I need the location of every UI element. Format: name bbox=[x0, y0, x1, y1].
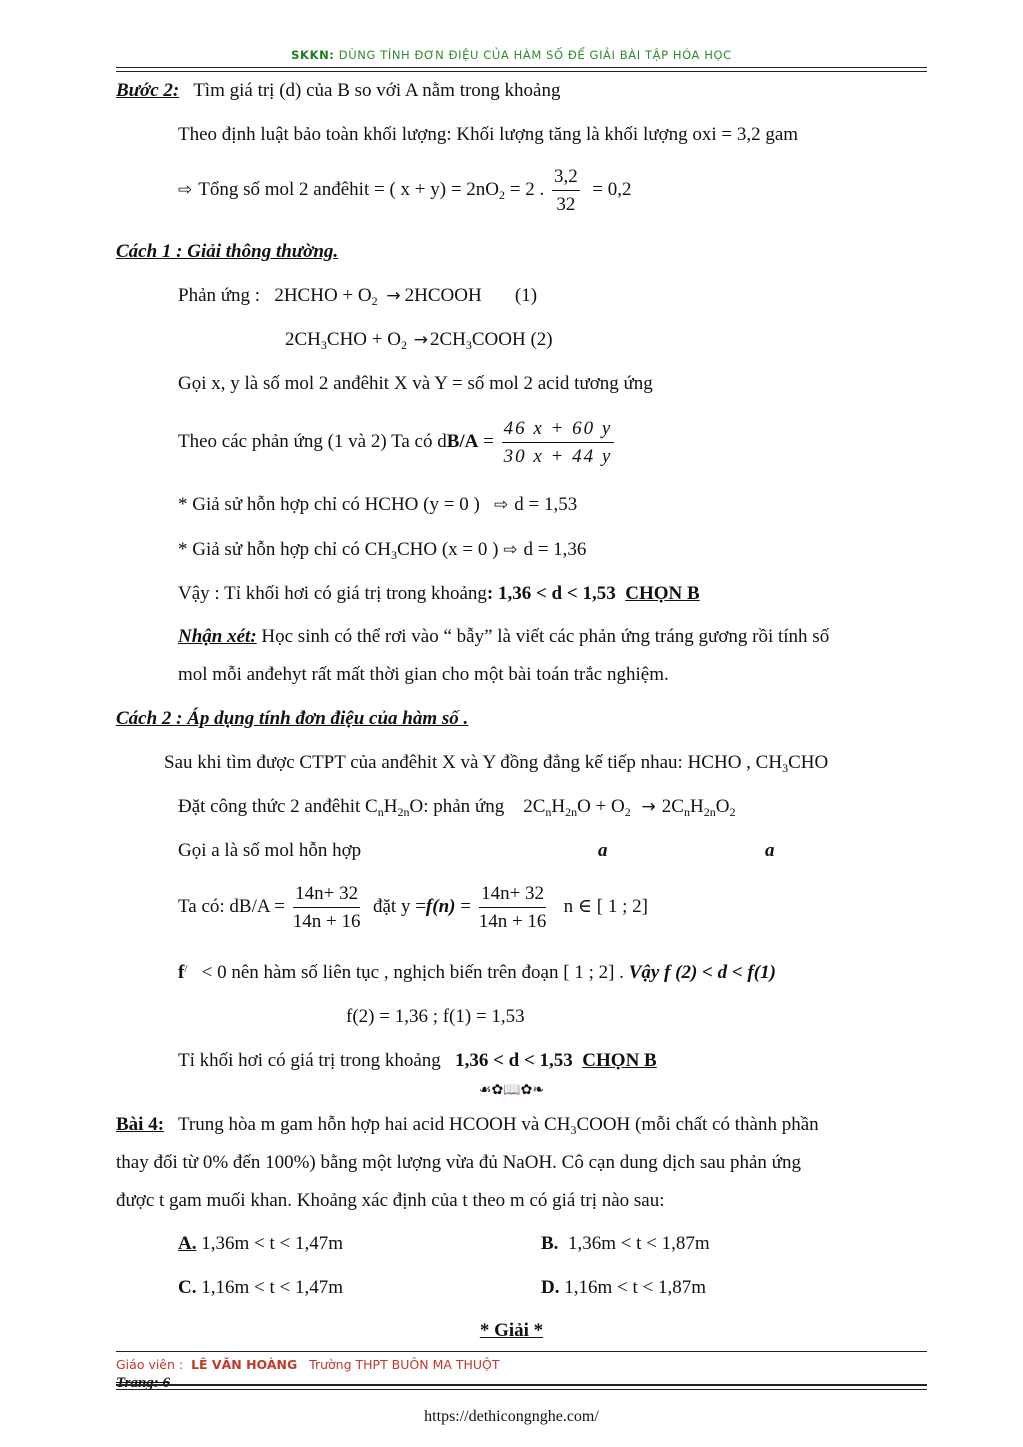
footer-teacher: Giáo viên : LÊ VĂN HOÀNG Trường THPT BUÔN MA THUỘT bbox=[116, 1357, 500, 1372]
bai4-line2: thay đổi từ 0% đến 100%) bằng một lượng vừa đủ NaOH. Cô cạn dung dịch sau phản ứng bbox=[116, 1152, 801, 1173]
sau-khi-line: Sau khi tìm được CTPT của anđêhit X và Y đồng đẳng kế tiếp nhau: HCHO , $CH_3CHO$ bbox=[164, 752, 829, 775]
footer-page: Trang: 6 bbox=[116, 1375, 171, 1391]
footer-rule-top bbox=[116, 1351, 927, 1352]
vay-line: Vậy : Tỉ khối hơi có giá trị trong khoảng: 1,36 < d < 1,53 CHỌN B bbox=[178, 583, 700, 604]
header-rule-thin bbox=[116, 71, 927, 72]
nhan-xet-label: Nhận xét: bbox=[178, 626, 257, 647]
reaction-2-line: $2CH_3CHO + O_2$ → $2CH_3COOH$ (2) bbox=[285, 329, 553, 352]
a-mark-1: a bbox=[598, 840, 608, 861]
giai-heading: * Giải * bbox=[479, 1320, 544, 1341]
implies-arrow-icon: ⇨ bbox=[178, 179, 193, 200]
header-title: DÙNG TÍNH ĐƠN ĐIỆU CỦA HÀM SỐ ĐỂ GIẢI BÀI TẬP HÓA HỌC bbox=[338, 48, 732, 62]
nhan-xet-line2: mol mỗi anđehyt rất mất thời gian cho một bài toán trắc nghiệm. bbox=[178, 664, 669, 685]
bao-toan-line: Theo định luật bảo toàn khối lượng: Khối lượng tăng là khối lượng oxi = 3,2 gam bbox=[178, 124, 799, 145]
option-c: C. 1,16m < t < 1,47m bbox=[178, 1277, 344, 1298]
option-b: B. 1,36m < t < 1,87m bbox=[541, 1233, 710, 1254]
fraction-db-a: $\frac{46 x + 60 y}{30 x + 44 y}$ bbox=[502, 415, 615, 470]
cach2-heading: Cách 2 : Áp dụng tính đơn điệu của hàm số . bbox=[116, 708, 469, 729]
footer-rule-bottom-thin bbox=[116, 1389, 927, 1390]
phan-ung-line: Phản ứng : 2HCHO + $O_2$ → 2HCOOH (1) bbox=[178, 285, 538, 308]
source-url[interactable]: https://dethicongnghe.com/ bbox=[424, 1408, 599, 1425]
fraction-14n-2: $\frac{14n+ 32}{14n + 16}$ bbox=[479, 880, 547, 935]
bai4-line1: Bài 4: Trung hòa m gam hỗn hợp hai acid HCOOH và $CH_3COOH$ (mỗi chất có thành phần bbox=[116, 1114, 819, 1137]
header-prefix: SKKN: bbox=[291, 48, 335, 62]
reaction-arrow-icon: → bbox=[413, 330, 428, 350]
buoc2-line bbox=[116, 80, 561, 102]
option-a: A. 1,36m < t < 1,47m bbox=[178, 1233, 344, 1254]
goi-xy-line: Gọi x, y là số mol 2 anđêhit X và Y = số mol 2 acid tương ứng bbox=[178, 373, 653, 394]
tong-so-mol-line: ⇨ Tổng số mol 2 anđêhit = ( $x + y) = 2nO_2 = 2$ . $\frac{3,2}{32}$ = 0,2 bbox=[178, 163, 631, 218]
nhan-xet-line1: Nhận xét: Học sinh có thể rơi vào “ bẫy” là viết các phản ứng tráng gương rồi tính số bbox=[178, 626, 830, 647]
cach1-heading: Cách 1 : Giải thông thường. bbox=[116, 241, 339, 262]
f-prime-line: f/ < 0 nên hàm số liên tục , nghịch biến trên đoạn [ 1 ; 2] . Vậy f (2) < d < f(1) bbox=[178, 962, 776, 983]
implies-arrow-icon: ⇨ bbox=[503, 540, 518, 560]
implies-arrow-icon: ⇨ bbox=[494, 495, 509, 515]
footer-rule-bottom bbox=[116, 1384, 927, 1386]
reaction-arrow-icon: → bbox=[386, 286, 401, 306]
ta-co-line: Ta có: dB/A = $\frac{14n+ 32}{14n + 16}$ đặt y =f(n) = $\frac{14n+ 32}{14n + 16}$ n ∈ [ 1 ; 2] bbox=[178, 880, 648, 935]
dat-cong-thuc-line: Đặt công thức 2 anđêhit $C_nH_{2n}O$: phản ứng $2C_nH_{2n}O + O_2 \to 2C_nH_{2n}O_2$ bbox=[178, 796, 736, 819]
option-d: D. 1,16m < t < 1,87m bbox=[541, 1277, 707, 1298]
reaction-arrow-icon: → bbox=[641, 797, 656, 817]
bai4-line3: được t gam muối khan. Khoảng xác định của t theo m có giá trị nào sau: bbox=[116, 1190, 665, 1211]
header-rule bbox=[116, 67, 927, 68]
gia-su-2-line: * Giả sử hỗn hợp chỉ có $CH_3CHO$ (x = 0 ) ⇨ d = 1,36 bbox=[178, 539, 587, 562]
ornament-divider: ☙✿📖✿❧ bbox=[478, 1082, 545, 1098]
buoc2-text: Tìm giá trị (d) của B so với A nằm trong khoảng bbox=[193, 80, 561, 101]
fraction-32-over-32: $\frac{3,2}{32}$ bbox=[552, 163, 580, 218]
buoc2-label: Bước 2: bbox=[116, 80, 180, 101]
a-mark-2: a bbox=[765, 840, 775, 861]
fraction-14n: $\frac{14n+ 32}{14n + 16}$ bbox=[293, 880, 361, 935]
page-header bbox=[0, 48, 1023, 62]
gia-su-1-line: * Giả sử hỗn hợp chỉ có HCHO (y = 0 ) ⇨ d = 1,53 bbox=[178, 494, 578, 515]
f-values-line: f(2) = 1,36 ; f(1) = 1,53 bbox=[346, 1006, 525, 1027]
ti-khoi-line: Tỉ khối hơi có giá trị trong khoảng 1,36 < d < 1,53 CHỌN B bbox=[178, 1050, 657, 1071]
bai4-label: Bài 4: bbox=[116, 1114, 165, 1135]
theo-pu-line: Theo các phản ứng (1 và 2) Ta có dB/A = $\frac{46 x + 60 y}{30 x + 44 y}$ bbox=[178, 415, 617, 470]
goi-a-line: Gọi a là số mol hỗn hợp bbox=[178, 840, 362, 861]
